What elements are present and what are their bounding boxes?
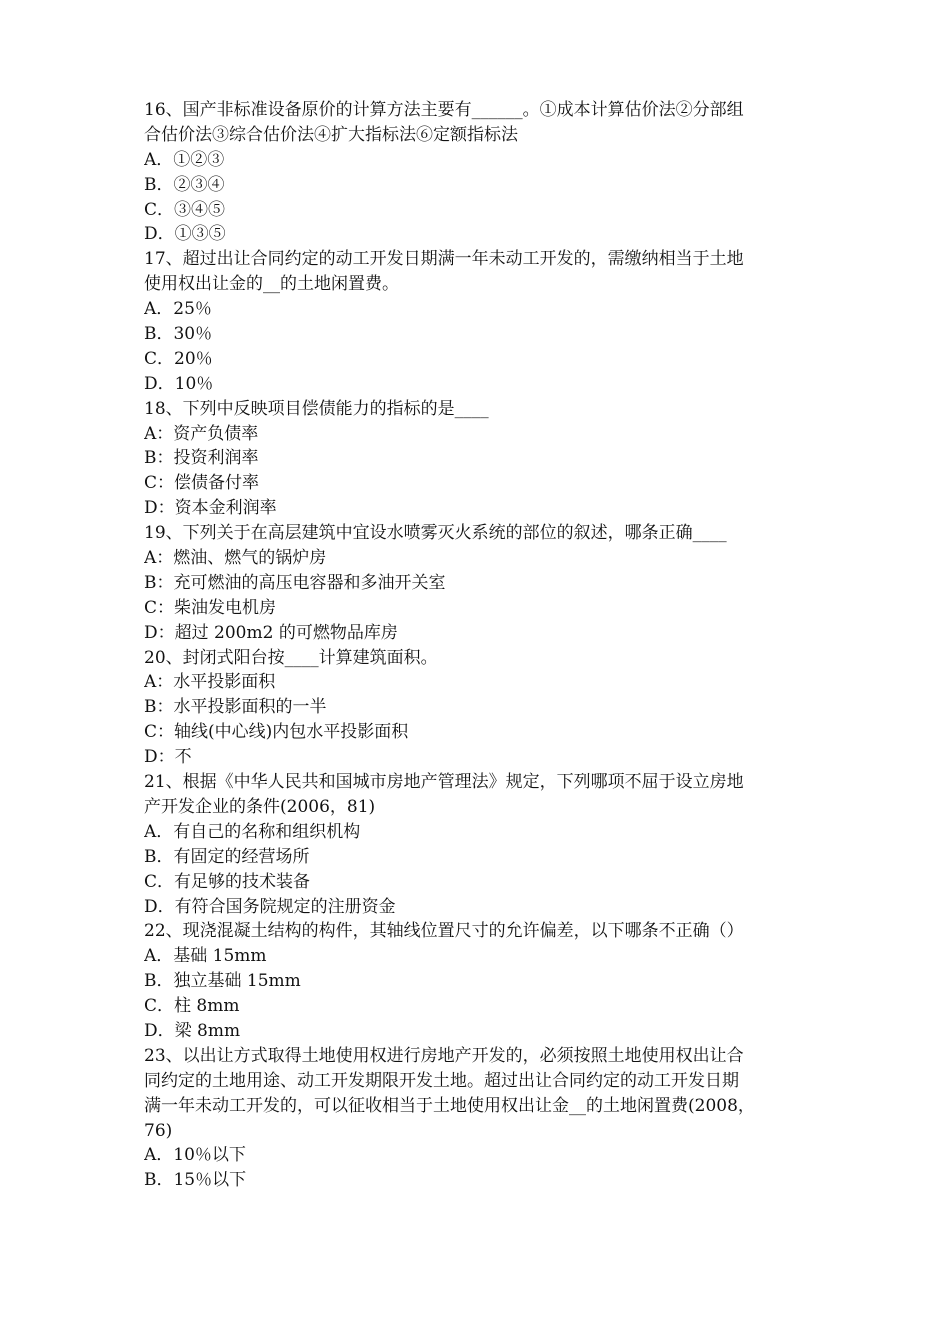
answer-option: B：水平投影面积的一半 [144,697,327,718]
answer-option: A：燃油、燃气的锅炉房 [144,548,327,569]
answer-option: D．10％ [144,373,214,394]
document-page [144,98,816,1193]
question-16 [144,98,816,247]
question-stem-line: 同约定的土地用途、动工开发期限开发土地。超过出让合同约定的动工开发日期 [144,1070,739,1091]
answer-option: A．10％以下 [144,1145,246,1166]
question-stem-line: 19、下列关于在高层建筑中宜设水喷雾灭火系统的部位的叙述，哪条正确____ [144,523,727,544]
answer-option: B：投资利润率 [144,448,259,469]
answer-option: D．梁 8mm [144,1020,241,1041]
answer-option: B：充可燃油的高压电容器和多油开关室 [144,572,446,593]
answer-option: D．有符合国务院规定的注册资金 [144,896,396,917]
question-stem-line: 21、根据《中华人民共和国城市房地产管理法》规定，下列哪项不屈于设立房地 [144,772,744,793]
answer-option: A．①②③ [144,149,225,170]
question-23 [144,1044,816,1193]
answer-option: B．有固定的经营场所 [144,846,310,867]
answer-option: C．有足够的技术装备 [144,871,311,892]
question-21 [144,770,816,919]
question-stem-line: 18、下列中反映项目偿债能力的指标的是____ [144,398,489,419]
answer-option: D：超过 200m2 的可燃物品库房 [144,622,398,643]
answer-option: C．③④⑤ [144,199,226,220]
answer-option: C：轴线(中心线)内包水平投影面积 [144,722,409,743]
question-stem-line: 23、以出让方式取得土地使用权进行房地产开发的，必须按照土地使用权出让合 [144,1045,744,1066]
answer-option: B．15％以下 [144,1170,247,1191]
question-18 [144,397,816,521]
answer-option: A：资产负债率 [144,423,259,444]
question-stem-line: 16、国产非标准设备原价的计算方法主要有______。①成本计算估价法②分部组 [144,100,744,120]
question-22 [144,919,816,1043]
question-stem-line: 20、封闭式阳台按____计算建筑面积。 [144,647,438,668]
answer-option: A：水平投影面积 [144,672,276,693]
answer-option: C．柱 8mm [144,996,240,1017]
answer-option: C：柴油发电机房 [144,597,277,618]
answer-option: C．20％ [144,348,213,369]
question-20 [144,646,816,770]
question-17 [144,247,816,396]
question-stem-line: 合估价法③综合估价法④扩大指标法⑥定额指标法 [144,124,518,145]
question-stem-line: 76) [144,1120,173,1141]
answer-option: A．25％ [144,299,212,320]
answer-option: C：偿债备付率 [144,473,260,494]
question-stem-line: 产开发企业的条件(2006，81) [144,796,376,817]
answer-option: B．独立基础 15mm [144,971,301,992]
question-stem-line: 17、超过出让合同约定的动工开发日期满一年未动工开发的，需缴纳相当于土地 [144,249,744,270]
answer-option: D．①③⑤ [144,224,226,245]
question-19 [144,521,816,645]
answer-option: A．有自己的名称和组织机构 [144,821,361,842]
question-stem-line: 使用权出让金的__的土地闲置费。 [144,274,399,295]
answer-option: A．基础 15mm [144,946,267,967]
answer-option: B．②③④ [144,174,225,195]
question-stem-line: 满一年未动工开发的，可以征收相当于土地使用权出让金__的土地闲置费(2008， [144,1095,755,1116]
answer-option: D：资本金利润率 [144,498,277,519]
answer-option: D：不 [144,747,192,768]
question-stem-line: 22、现浇混凝土结构的构件，其轴线位置尺寸的允许偏差，以下哪条不正确（） [144,921,744,942]
answer-option: B．30％ [144,324,213,345]
